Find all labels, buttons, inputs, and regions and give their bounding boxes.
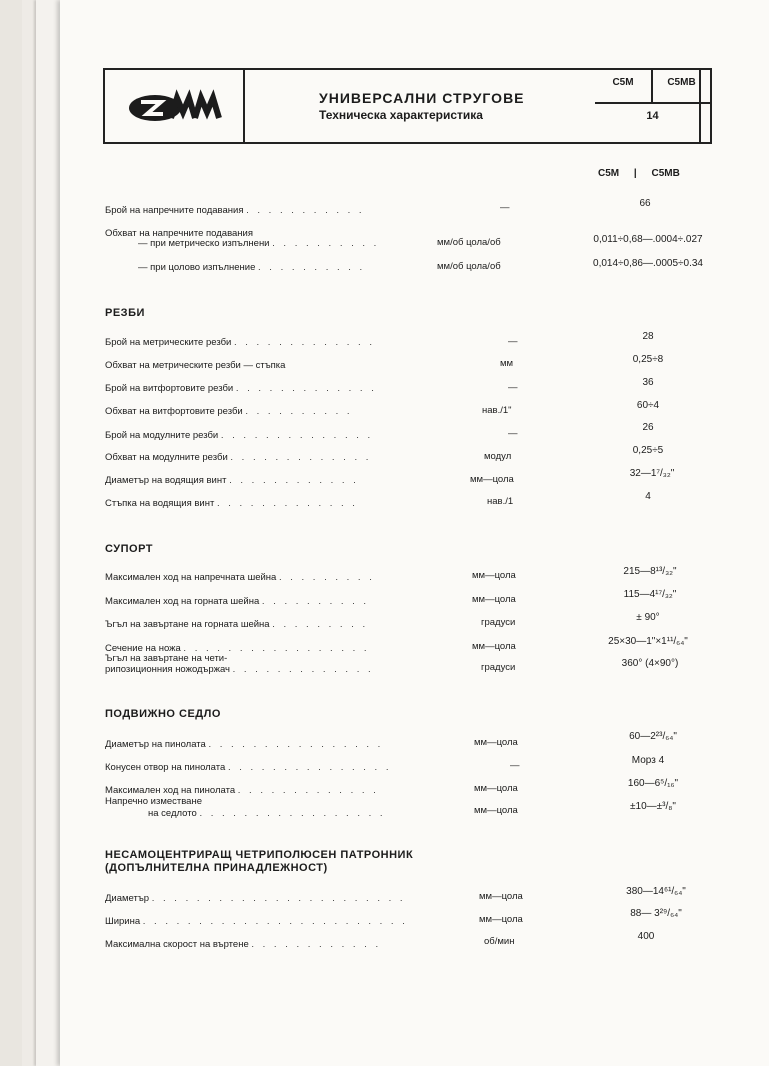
spec-value: 0,25÷5 <box>632 445 664 456</box>
spec-value: 26 <box>642 422 654 433</box>
title-block <box>103 68 712 144</box>
spec-value: 400 <box>637 931 655 942</box>
spec-row: Брой на метрическите резби . . . . . . . . . . . . . <box>105 337 375 348</box>
spec-unit: мм/об цола/об <box>437 237 501 248</box>
spec-unit: мм—цола <box>472 594 516 605</box>
spec-unit: нав./1 <box>487 496 514 507</box>
spec-value: 66 <box>639 198 651 209</box>
spec-unit: модул <box>484 451 512 462</box>
spec-unit: — <box>500 202 510 213</box>
spec-value: 360° (4×90°) <box>621 658 679 669</box>
spec-value: 0,011÷0,68—.0004÷.027 <box>593 234 703 245</box>
spec-row: Напречно изместване <box>105 796 202 807</box>
spec-unit: — <box>508 336 518 347</box>
sheet-number: 14 <box>646 110 659 122</box>
column-separator: | <box>633 168 637 179</box>
spec-value: 0,014÷0,86—.0005÷0.34 <box>593 258 703 269</box>
logo-cell <box>105 70 245 142</box>
spec-unit: градуси <box>481 662 516 673</box>
spec-unit: — <box>508 428 518 439</box>
zmm-logo-icon <box>125 88 225 128</box>
spec-unit: мм—цола <box>474 737 518 748</box>
column-a-label: C5M <box>598 168 620 179</box>
spec-row: Ъгъл на завъртане на горната шейна . . . . . . . . . <box>105 619 369 630</box>
spec-unit: мм/об цола/об <box>437 261 501 272</box>
model-b-label: C5MB <box>667 77 696 88</box>
spec-row: Ъгъл на завъртане на чети- <box>105 653 228 664</box>
spec-row: Диаметър на пинолата . . . . . . . . . . . . . . . . <box>105 739 384 750</box>
spec-row: — при цолово изпълнение . . . . . . . . . . <box>138 262 366 273</box>
spec-value: 88— 3²⁹/₆₄" <box>630 908 682 919</box>
document-title: УНИВЕРСАЛНИ СТРУГОВЕ <box>319 90 525 106</box>
spec-value: ± 90° <box>636 612 660 623</box>
spec-row: Обхват на напречните подавания <box>105 228 254 239</box>
spec-row: Конусен отвор на пинолата . . . . . . . . . . . . . . . <box>105 762 392 773</box>
spec-value: 25×30—1"×1¹¹/₆₄" <box>608 636 688 647</box>
spec-value: 60÷4 <box>636 400 660 411</box>
section-title: НЕСАМОЦЕНТРИРАЩ ЧЕТРИПОЛЮСЕН ПАТРОННИК <box>105 849 414 861</box>
spec-value: Морз 4 <box>631 755 665 766</box>
spec-unit: мм—цола <box>472 641 516 652</box>
spec-row: Обхват на модулните резби . . . . . . . . . . . . . <box>105 452 372 463</box>
spec-row: Брой на напречните подавания . . . . . . . . . . . <box>105 205 365 216</box>
column-b-label: C5MB <box>651 168 680 179</box>
spec-row: Максимален ход на горната шейна . . . . . . . . . . <box>105 596 370 607</box>
spec-row: Диаметър на водящия винт . . . . . . . . . . . . <box>105 475 359 486</box>
spec-unit: мм <box>500 358 514 369</box>
spec-unit: градуси <box>481 617 516 628</box>
spec-row: Брой на витфортовите резби . . . . . . . . . . . . . <box>105 383 377 394</box>
document-page <box>60 0 769 1066</box>
spec-value: 60—2²³/₆₄" <box>629 731 677 742</box>
spec-unit: мм—цола <box>479 914 523 925</box>
spec-row: Максимален ход на пинолата . . . . . . . . . . . . . <box>105 785 379 796</box>
model-a-label: C5M <box>595 70 653 102</box>
spec-row: рипозиционния ножодържач . . . . . . . . . . . . . <box>105 664 374 675</box>
section-title: РЕЗБИ <box>105 307 145 319</box>
spec-unit: мм—цола <box>479 891 523 902</box>
spec-value: 28 <box>642 331 654 342</box>
spec-value: 160—6⁵/₁₆" <box>627 778 679 789</box>
section-title: СУПОРТ <box>105 543 154 555</box>
spec-value: ±10—±³/₈" <box>630 801 676 812</box>
column-header <box>598 168 680 179</box>
section-subtitle: (ДОПЪЛНИТЕЛНА ПРИНАДЛЕЖНОСТ) <box>105 862 328 874</box>
model-cell <box>595 70 710 142</box>
spec-row: на седлото . . . . . . . . . . . . . . . . . <box>148 808 386 819</box>
spec-value: 32—1⁷/₃₂" <box>629 468 675 479</box>
section-title: ПОДВИЖНО СЕДЛО <box>105 708 221 720</box>
model-row <box>595 70 710 104</box>
spec-row: Ширина . . . . . . . . . . . . . . . . . . . . . . . . <box>105 916 408 927</box>
spec-row: Обхват на витфортовите резби . . . . . . . . . . <box>105 406 353 417</box>
spec-row: — при метрическо изпълнени . . . . . . . . . . <box>138 238 380 249</box>
spec-row: Максимална скорост на въртене . . . . . . . . . . . . <box>105 939 382 950</box>
spec-value: 215—8¹³/₃₂" <box>623 566 677 577</box>
spec-unit: мм—цола <box>472 570 516 581</box>
spec-row: Диаметър . . . . . . . . . . . . . . . . . . . . . . . <box>105 893 406 904</box>
spec-unit: — <box>508 382 518 393</box>
spec-value: 36 <box>642 377 654 388</box>
spec-value: 380—14⁶¹/₆₄" <box>626 886 686 897</box>
spec-row: Максимален ход на напречната шейна . . . . . . . . . <box>105 572 375 583</box>
spec-value: 4 <box>645 491 651 502</box>
spec-value: 0,25÷8 <box>632 354 664 365</box>
spec-unit: об/мин <box>484 936 515 947</box>
spec-unit: нав./1" <box>482 405 512 416</box>
spec-unit: мм—цола <box>474 783 518 794</box>
spec-value: 115—4¹⁷/₃₂" <box>623 589 677 600</box>
spec-row: Обхват на метрическите резби — стъпка <box>105 360 286 371</box>
spec-unit: мм—цола <box>470 474 514 485</box>
spec-row: Брой на модулните резби . . . . . . . . . . . . . . <box>105 430 374 441</box>
spec-row: Сечение на ножа . . . . . . . . . . . . . . . . . <box>105 643 370 654</box>
document-subtitle: Техническа характеристика <box>319 108 483 122</box>
spec-unit: мм—цола <box>474 805 518 816</box>
spec-unit: — <box>510 760 520 771</box>
spec-row: Стъпка на водящия винт . . . . . . . . . . . . . <box>105 498 358 509</box>
